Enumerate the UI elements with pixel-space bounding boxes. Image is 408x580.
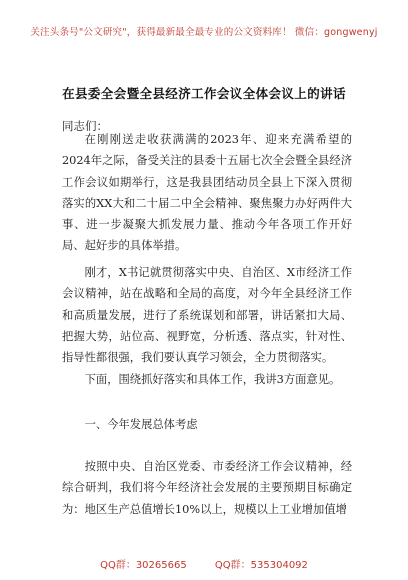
paragraph-opening: 在刚刚送走收获满满的2023年、迎来充满希望的2024年之际，备受关注的县委十五届七次全会暨全县经济工作会议如期举行，这是我县团结动员全县上下深入贯彻落实的XX大和二十届二中全会精神、聚焦聚力办好两件大事、进一步凝聚大抓发展力量、推动今年各项工作开好局、起好步的具体举措。 [62,133,352,253]
section-heading: 一、今年发展总体考虑 [84,418,198,431]
document-title: 在县委全会暨全县经济工作会议全体会议上的讲话 [62,86,346,101]
footer [0,556,408,571]
header-banner: 关注头条号"公文研究"，获得最新最全最专业的公文资料库！ 微信：gongwenyj [30,27,378,38]
footer-qq-group-1: QQ群：30265665 [100,560,187,571]
paragraph-targets: 按照中央、自治区党委、市委经济工作会议精神，经综合研判，我们将今年经济社会发展的主要预期目标确定为：地区生产总值增长10%以上，规模以上工业增加值增 [62,460,352,516]
paragraph-outline: 下面，围绕抓好落实和具体工作，我讲3方面意见。 [84,373,341,386]
paragraph-review: 刚才，X书记就贯彻落实中央、自治区、X市经济工作会议精神，站在战略和全局的高度，对今年全县经济工作和高质量发展，进行了系统谋划和部署，讲话紧扣大局、把握大势，站位高、视野宽，分析透、落点实，针对性、指导性都很强，我们要认真学习领会，全力贯彻落实。 [62,266,352,365]
salutation: 同志们： [62,119,108,133]
footer-qq-group-2: QQ群：535304092 [214,560,308,571]
